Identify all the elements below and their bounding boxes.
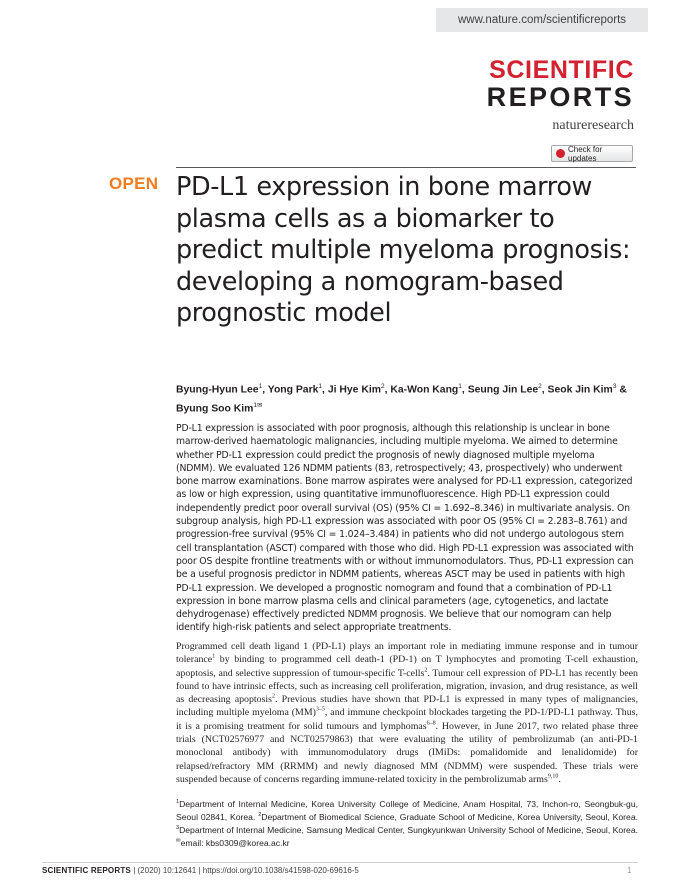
citation-superscript: 1 xyxy=(212,654,216,660)
text-run: . Tumour cell expression of PD-L1 has recently been found to have intrinsic effects, such as increasing cell proliferation, migration, invasion, and drug resistance, as well as decreasing apoptosis xyxy=(176,667,638,706)
footer-journal: SCIENTIFIC REPORTS xyxy=(42,866,131,875)
text-run: . However, in June 2017, two related phase three trials (NCT02576977 and NCT02579863) that were evaluating the utility of pembrolizumab (an anti-PD-1 monoclonal antibody) with immunomodulatory drugs (IMiDs: pomalidomide and lenalidomide) for relapsed/refractory MM (RRMM) and newly diagnosed MM (NDMM) were suspended. These trials were suspended because of concerns regarding immune-related toxicity in the pembrolizumab arms xyxy=(176,720,638,785)
citation-superscript: 9,10 xyxy=(547,773,559,780)
author-list: Byung-Hyun Lee$^1$, Yong Park$^1$, Ji Hye Kim$^2$, Ka-Won Kang$^1$, Seung Jin Lee$^2$, Seok Jin Kim$^3$ & Byung Soo Kim$^{1✉}$ xyxy=(176,383,627,415)
open-access-badge: OPEN xyxy=(109,174,159,193)
text-run: . xyxy=(558,773,561,785)
citation-superscript: 2 xyxy=(272,693,275,700)
author-name[interactable]: Seok Jin Kim xyxy=(547,384,613,396)
affiliations xyxy=(176,798,638,850)
journal-url[interactable]: www.nature.com/scientificreports xyxy=(436,8,648,32)
abstract: PD-L1 expression is associated with poor prognosis, although this relationship is unclear in bone marrow-derived haematologic malignancies, including multiple myeloma. We aimed to determine whether PD-L1 expression could predict the prognosis of newly diagnosed multiple myeloma (NDMM). We evaluated 126 NDMM patients (83, retrospectively; 43, prospectively) who underwent bone marrow examinations. Bone marrow aspirates were analysed for PD-L1 expression, categorized as low or high expression, using quantitative immunofluorescence. High PD-L1 expression could independently predict poor overall survival (OS) (95% CI = 1.692–8.346) in multivariate analysis. On subgroup analysis, high PD-L1 expression was associated with poor OS (95% CI = 2.283–8.761) and progression-free survival (95% CI = 1.024–3.484) in patients who did not undergo autologous stem cell transplantation (ASCT) compared with those who did. High PD-L1 expression was associated with poor OS despite frontline treatments with or without immunomodulators. Thus, PD-L1 expression can be a useful prognosis predictor in NDMM patients, whereas ASCT may be used in patients with high PD-L1 expression. We developed a prognostic nomogram and found that a combination of PD-L1 expression in bone marrow plasma cells and clinical parameters (age, cytogenetics, and lactate dehydrogenase) effectively predicted NDMM prognosis. We believe that our nomogram can help identify high-risk patients and select appropriate treatments. xyxy=(176,423,634,634)
author-affiliation-mark: 1✉ xyxy=(253,401,263,409)
journal-logo-line2: REPORTS xyxy=(486,82,634,112)
author-affiliation-mark: 1 xyxy=(258,383,263,390)
affiliation-marker: 1 xyxy=(176,799,180,806)
affiliation-text: Department of Internal Medicine, Korea University College of Medicine, Anam Hospital, 73, Inchon-ro, Seongbuk-gu, Seoul 02841, Korea. xyxy=(176,799,638,822)
text-run: Programmed cell death ligand 1 (PD-L1) plays an important role in mediating immune response and in tumour tolerance xyxy=(176,641,638,666)
author-name[interactable]: Ka-Won Kang xyxy=(390,384,459,396)
author-name[interactable]: Seung Jin Lee xyxy=(467,384,539,396)
text-run: . Previous studies have shown that PD-L1 is expressed in many types of malignancies, including multiple myeloma (MM) xyxy=(176,694,638,719)
check-for-updates-button[interactable] xyxy=(551,145,633,162)
affiliation-text: Department of Biomedical Science, Graduate School of Medicine, Korea University, Seoul, Korea. xyxy=(261,812,638,822)
affiliation-text: email: kbs0309@korea.ac.kr xyxy=(180,838,290,848)
author-affiliation-mark: 2 xyxy=(380,383,385,390)
check-for-updates-label: Check for updates xyxy=(568,144,603,163)
text-run: by binding to programmed cell death-1 (PD-1) on T lymphocytes and promoting T-cell exhaustion, apoptosis, and selective suppression of tumour-specific T-cells xyxy=(176,654,638,679)
footer-doi-link[interactable]: https://doi.org/10.1038/s41598-020-69616-5 xyxy=(202,866,359,875)
introduction-paragraph xyxy=(176,640,638,786)
author-name[interactable]: Ji Hye Kim xyxy=(327,384,381,396)
author-affiliation-mark: 3 xyxy=(612,383,617,390)
page-number: 1 xyxy=(627,866,632,875)
update-icon xyxy=(556,149,565,158)
affiliation-text: Department of Internal Medicine, Samsung Medical Center, Sungkyunkwan University School of Medicine, Seoul, Korea. xyxy=(179,825,638,835)
footer-citation: (2020) 10:12641 xyxy=(137,866,197,875)
affiliation-marker: ✉ xyxy=(176,838,181,845)
author-affiliation-mark: 1 xyxy=(318,383,323,390)
text-run: , and immune checkpoint blockades targeting the PD-1/PD-L1 pathway. Thus, it is a promising treatment for solid tumours and lymphomas xyxy=(176,707,638,732)
journal-logo-line1: SCIENTIFIC xyxy=(489,56,634,84)
citation-superscript: 6–8 xyxy=(426,720,436,727)
citation-superscript: 3–5 xyxy=(315,707,325,714)
author-name[interactable]: Byung-Hyun Lee xyxy=(176,384,259,396)
footer-divider xyxy=(42,862,638,863)
publisher-logo: natureresearch xyxy=(552,118,634,133)
author-affiliation-mark: 1 xyxy=(458,383,462,390)
author-affiliation-mark: 2 xyxy=(538,383,542,390)
affiliation-marker: 2 xyxy=(258,812,262,819)
citation-superscript: 2 xyxy=(424,667,428,674)
footer: SCIENTIFIC REPORTS | (2020) 10:12641 | https://doi.org/10.1038/s41598-020-69616-5 xyxy=(42,866,359,875)
header-divider xyxy=(176,167,636,168)
affiliation-marker: 3 xyxy=(176,825,180,832)
author-name[interactable]: Byung Soo Kim xyxy=(176,403,254,415)
author-name[interactable]: Yong Park xyxy=(267,384,319,396)
article-title: PD-L1 expression in bone marrow plasma cells as a biomarker to predict multiple myeloma prognosis: developing a nomogram-based prognostic model xyxy=(176,172,631,328)
